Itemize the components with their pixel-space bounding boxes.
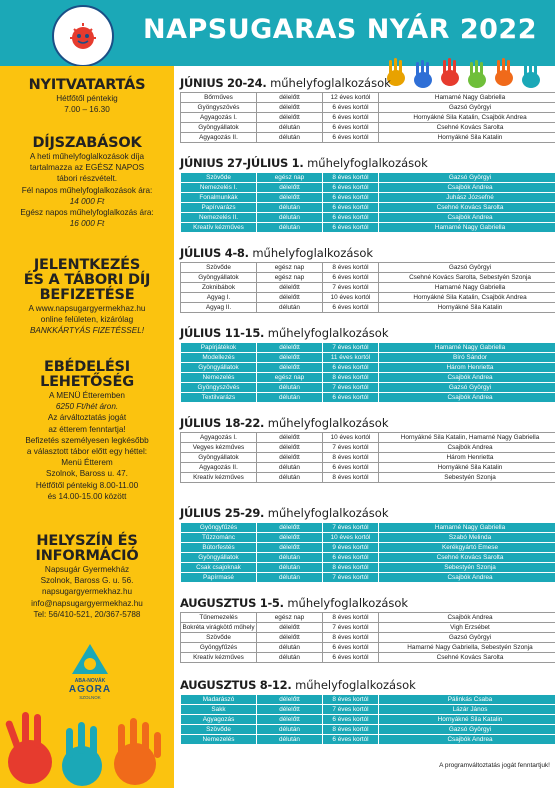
table-row [181, 715, 555, 725]
table-row [181, 123, 555, 133]
time-slot: délelőtt [257, 93, 323, 103]
table-row [181, 533, 555, 543]
instructor: Csajbók Andrea [379, 735, 555, 745]
location-line: Szolnok, Baross G. u. 56. [40, 576, 134, 586]
table-row [181, 463, 555, 473]
workshop-name: Nemezelés II. [181, 213, 257, 223]
lunch-heading: LEHETŐSÉG [40, 374, 134, 390]
instructor: Gazsó Györgyi [379, 725, 555, 735]
instructor: Hamarné Nagy Gabriella [379, 223, 555, 233]
week-title [180, 416, 389, 430]
week-date: JÚLIUS 11-15. [180, 326, 265, 340]
lunch-line: Hétfőtől péntekig 8.00-11.00 [35, 480, 139, 490]
workshop-name: Gyöngyszövés [181, 383, 257, 393]
table-row [181, 193, 555, 203]
age-limit: 12 éves kortól [323, 93, 379, 103]
instructor: Szabó Melinda [379, 533, 555, 543]
time-slot: délután [257, 123, 323, 133]
instructor: Lázár János [379, 705, 555, 715]
week-date: AUGUSZTUS 1-5. [180, 596, 284, 610]
week-label: műhelyfoglalkozások [287, 596, 409, 610]
aba-novak-agora-logo [62, 642, 118, 702]
age-limit: 6 éves kortól [323, 303, 379, 313]
instructor: Csajbók Andrea [379, 443, 555, 453]
age-limit: 7 éves kortól [323, 705, 379, 715]
workshop-name: Nemezelés [181, 373, 257, 383]
table-row [181, 523, 555, 533]
week-title [180, 678, 416, 692]
week-title [180, 246, 373, 260]
table-row [181, 353, 555, 363]
lunch-section [4, 360, 170, 502]
table-row [181, 183, 555, 193]
time-slot: délelőtt [257, 523, 323, 533]
workshop-name: Gyöngyszövés [181, 103, 257, 113]
age-limit: 10 éves kortól [323, 433, 379, 443]
workshop-name: Agyagozás [181, 715, 257, 725]
time-slot: délelőtt [257, 695, 323, 705]
table-row [181, 623, 555, 633]
workshop-name: Sakk [181, 705, 257, 715]
age-limit: 8 éves kortól [323, 373, 379, 383]
age-limit: 6 éves kortól [323, 223, 379, 233]
workshop-name: Textilvarázs [181, 393, 257, 403]
week-label: műhelyfoglalkozások [267, 326, 389, 340]
registration-line: online felületen, kizárólag [40, 315, 134, 325]
location-heading: INFORMÁCIÓ [35, 548, 139, 564]
instructor: Hamarné Nagy Gabriella [379, 283, 555, 293]
instructor: Csajbók Andrea [379, 613, 555, 623]
fees-heading: DÍJSZABÁSOK [32, 135, 142, 151]
instructor: Hornyákné Sila Katalin [379, 715, 555, 725]
time-slot: délután [257, 463, 323, 473]
age-limit: 8 éves kortól [323, 633, 379, 643]
age-limit: 9 éves kortól [323, 543, 379, 553]
age-limit: 6 éves kortól [323, 183, 379, 193]
registration-section [4, 258, 170, 337]
location-section [4, 534, 170, 620]
workshop-name: Szövőde [181, 263, 257, 273]
instructor: Juhász Józsefné [379, 193, 555, 203]
instructor: Csajbók Andrea [379, 373, 555, 383]
time-slot: délután [257, 725, 323, 735]
table-row [181, 735, 555, 745]
week-label: műhelyfoglalkozások [252, 246, 374, 260]
age-limit: 8 éves kortól [323, 173, 379, 183]
time-slot: délelőtt [257, 193, 323, 203]
website-link[interactable]: napsugargyermekhaz.hu [41, 587, 133, 597]
table-row [181, 223, 555, 233]
workshop-name: Modellezés [181, 353, 257, 363]
workshop-name: Agyagozás II. [181, 463, 257, 473]
age-limit: 7 éves kortól [323, 383, 379, 393]
table-row [181, 695, 555, 705]
page-title: NAPSUGARAS NYÁR 2022 [142, 14, 538, 45]
table-row [181, 303, 555, 313]
week-label: műhelyfoglalkozások [295, 678, 416, 692]
week-date: JÚNIUS 20-24. [180, 76, 267, 90]
week-schedule-table [180, 342, 555, 403]
age-limit: 6 éves kortól [323, 273, 379, 283]
age-limit: 7 éves kortól [323, 523, 379, 533]
week-label: műhelyfoglalkozások [267, 506, 389, 520]
fees-section [4, 136, 170, 229]
time-slot: délelőtt [257, 343, 323, 353]
table-row [181, 725, 555, 735]
table-row [181, 203, 555, 213]
instructor: Hamarné Nagy Gabriella [379, 343, 555, 353]
instructor: Gazsó Györgyi [379, 633, 555, 643]
workshop-name: Papírvarázs [181, 203, 257, 213]
lunch-line: Szolnok, Baross u. 47. [46, 469, 128, 479]
age-limit: 6 éves kortól [323, 203, 379, 213]
week-date: JÚLIUS 18-22. [180, 416, 265, 430]
table-row [181, 633, 555, 643]
table-row [181, 453, 555, 463]
schedule-area [174, 66, 555, 788]
age-limit: 6 éves kortól [323, 553, 379, 563]
instructor: Hornyákné Sila Katalin [379, 133, 555, 143]
instructor: Csehné Kovács Sarolta, Sebestyén Szonja [379, 273, 555, 283]
fees-line: Egész napos műhelyfoglalkozás ára: [20, 208, 154, 218]
instructor: Csajbók Andrea [379, 573, 555, 583]
opening-hours-heading: NYITVATARTÁS [28, 77, 146, 93]
time-slot: délelőtt [257, 283, 323, 293]
workshop-name: Agyag II. [181, 303, 257, 313]
workshop-name: Bútorfestés [181, 543, 257, 553]
workshop-name: Tűzzománc [181, 533, 257, 543]
workshop-name: Fonalmunkák [181, 193, 257, 203]
table-row [181, 103, 555, 113]
age-limit: 7 éves kortól [323, 573, 379, 583]
time-slot: délelőtt [257, 113, 323, 123]
week-schedule-table [180, 522, 555, 583]
table-row [181, 473, 555, 483]
instructor: Gazsó Györgyi [379, 103, 555, 113]
time-slot: délelőtt [257, 543, 323, 553]
age-limit: 8 éves kortól [323, 563, 379, 573]
workshop-name: Gyöngyállatok [181, 363, 257, 373]
age-limit: 6 éves kortól [323, 193, 379, 203]
instructor: Csehné Kovács Sarolta [379, 203, 555, 213]
time-slot: délelőtt [257, 715, 323, 725]
workshop-name: Gyöngyállatok [181, 553, 257, 563]
workshop-name: Kreatív kézműves [181, 653, 257, 663]
instructor: Hornyákné Sila Katalin [379, 463, 555, 473]
age-limit: 7 éves kortól [323, 443, 379, 453]
age-limit: 8 éves kortól [323, 473, 379, 483]
age-limit: 8 éves kortól [323, 613, 379, 623]
time-slot: délelőtt [257, 353, 323, 363]
age-limit: 8 éves kortól [323, 453, 379, 463]
week-date: JÚLIUS 4-8. [180, 246, 249, 260]
week-title [180, 596, 408, 610]
workshop-name: Gyöngyállatok [181, 273, 257, 283]
instructor: Hamarné Nagy Gabriella [379, 523, 555, 533]
registration-heading: BEFIZETÉSE [39, 287, 135, 303]
instructor: Csehné Kovács Sarolta [379, 553, 555, 563]
age-limit: 6 éves kortól [323, 133, 379, 143]
instructor: Bíró Sándor [379, 353, 555, 363]
table-row [181, 293, 555, 303]
week-label: műhelyfoglalkozások [270, 76, 391, 90]
half-day-price: 14 000 Ft [69, 196, 105, 206]
time-slot: délután [257, 203, 323, 213]
table-row [181, 213, 555, 223]
workshop-name: Zoknibábok [181, 283, 257, 293]
workshop-name: Gyöngyfűzés [181, 643, 257, 653]
age-limit: 11 éves kortól [323, 353, 379, 363]
age-limit: 6 éves kortól [323, 653, 379, 663]
lunch-line: és 14.00-15.00 között [47, 491, 127, 501]
lunch-line: A MENÜ Étteremben [49, 391, 125, 400]
table-row [181, 705, 555, 715]
workshop-name: Agyagozás II. [181, 133, 257, 143]
instructor: Gazsó Györgyi [379, 383, 555, 393]
time-slot: délután [257, 223, 323, 233]
week-schedule-table [180, 612, 555, 663]
age-limit: 6 éves kortól [323, 123, 379, 133]
time-slot: délelőtt [257, 705, 323, 715]
registration-line: A www.napsugargyermekhaz.hu [28, 304, 146, 313]
time-slot: délelőtt [257, 103, 323, 113]
table-row [181, 573, 555, 583]
time-slot: délelőtt [257, 443, 323, 453]
table-row [181, 443, 555, 453]
table-row [181, 363, 555, 373]
time-slot: délelőtt [257, 533, 323, 543]
instructor: Sebestyén Szonja [379, 473, 555, 483]
instructor: Gazsó Györgyi [379, 263, 555, 273]
table-row [181, 543, 555, 553]
week-date: JÚLIUS 25-29. [180, 506, 265, 520]
lunch-line: az étterem fenntartja! [48, 424, 126, 434]
time-slot: délután [257, 473, 323, 483]
workshop-name: Agyagozás I. [181, 113, 257, 123]
table-row [181, 653, 555, 663]
time-slot: délután [257, 573, 323, 583]
workshop-name: Tűnemezelés [181, 613, 257, 623]
age-limit: 8 éves kortól [323, 725, 379, 735]
week-date: JÚNIUS 27-JÚLIUS 1. [180, 156, 304, 170]
full-day-price: 16 000 Ft [69, 219, 105, 229]
table-row [181, 563, 555, 573]
lunch-line: a választott tábor előtt egy héttel: [26, 447, 148, 457]
age-limit: 6 éves kortól [323, 363, 379, 373]
workshop-name: Szövőde [181, 173, 257, 183]
week-title [180, 156, 428, 170]
fees-line: A heti műhelyfoglalkozások díja [29, 152, 145, 161]
registration-payment-note: BANKKÁRTYÁS FIZETÉSSEL! [29, 326, 145, 336]
email-link[interactable]: info@napsugargyermekhaz.hu [31, 598, 143, 608]
time-slot: délelőtt [257, 363, 323, 373]
time-slot: egész nap [257, 613, 323, 623]
time-slot: délután [257, 643, 323, 653]
time-slot: délután [257, 563, 323, 573]
workshop-name: Gyöngyfűzés [181, 523, 257, 533]
age-limit: 6 éves kortól [323, 735, 379, 745]
instructor: Három Henrietta [379, 363, 555, 373]
time-slot: délelőtt [257, 623, 323, 633]
time-slot: délután [257, 393, 323, 403]
age-limit: 6 éves kortól [323, 103, 379, 113]
fees-line: tábori részvételt. [56, 174, 118, 184]
week-title [180, 326, 389, 340]
age-limit: 7 éves kortól [323, 623, 379, 633]
painted-hands-bottom [0, 700, 174, 788]
fees-line: Fél napos műhelyfoglalkozások ára: [21, 185, 153, 195]
workshop-name: Papírjátékok [181, 343, 257, 353]
table-row [181, 433, 555, 443]
age-limit: 6 éves kortól [323, 393, 379, 403]
instructor: Sebestyén Szonja [379, 563, 555, 573]
age-limit: 8 éves kortól [323, 695, 379, 705]
age-limit: 7 éves kortól [323, 283, 379, 293]
workshop-name: Szövőde [181, 633, 257, 643]
workshop-name: Agyagozás I. [181, 433, 257, 443]
instructor: Kerékgyártó Emese [379, 543, 555, 553]
table-row [181, 643, 555, 653]
workshop-name: Szövőde [181, 725, 257, 735]
registration-heading: JELENTKEZÉS [33, 257, 141, 273]
time-slot: délelőtt [257, 183, 323, 193]
workshop-name: Gyöngyállatok [181, 453, 257, 463]
age-limit: 6 éves kortól [323, 113, 379, 123]
table-row [181, 173, 555, 183]
table-row [181, 383, 555, 393]
age-limit: 7 éves kortól [323, 343, 379, 353]
instructor: Hornyákné Sila Katalin, Csajbók Andrea [379, 113, 555, 123]
table-row [181, 343, 555, 353]
instructor: Hamarné Nagy Gabriella [379, 93, 555, 103]
instructor: Hamarné Nagy Gabriella, Sebestyén Szonja [379, 643, 555, 653]
age-limit: 10 éves kortól [323, 293, 379, 303]
fees-line: tartalmazza az EGÉSZ NAPOS [29, 163, 145, 173]
time-slot: délelőtt [257, 633, 323, 643]
table-row [181, 373, 555, 383]
table-row [181, 273, 555, 283]
location-heading: HELYSZÍN ÉS [36, 533, 138, 549]
time-slot: délután [257, 735, 323, 745]
table-row [181, 133, 555, 143]
workshop-name: Vegyes kézműves [181, 443, 257, 453]
week-label: műhelyfoglalkozások [307, 156, 428, 170]
week-schedule-table [180, 694, 555, 745]
lunch-line: Az árváltoztatás jogát [47, 413, 127, 423]
time-slot: délután [257, 383, 323, 393]
workshop-name: Madarászó [181, 695, 257, 705]
workshop-name: Agyag I. [181, 293, 257, 303]
week-date: AUGUSZTUS 8-12. [180, 678, 292, 692]
instructor: Három Henrietta [379, 453, 555, 463]
workshop-name: Kreatív kézműves [181, 223, 257, 233]
location-line: Napsugár Gyermekház [44, 565, 130, 574]
workshop-name: Kreatív kézműves [181, 473, 257, 483]
instructor: Csehné Kovács Sarolta [379, 123, 555, 133]
time-slot: délután [257, 303, 323, 313]
workshop-name: Nemezelés I. [181, 183, 257, 193]
workshop-name: Nemezelés [181, 735, 257, 745]
opening-hours-line: Hétfőtől péntekig [56, 94, 118, 103]
age-limit: 6 éves kortól [323, 213, 379, 223]
opening-hours-line: 7.00 – 16.30 [64, 105, 110, 115]
workshop-name: Csak csajoknak [181, 563, 257, 573]
instructor: Csajbók Andrea [379, 183, 555, 193]
instructor: Hornyákné Sila Katalin, Csajbók Andrea [379, 293, 555, 303]
table-row [181, 393, 555, 403]
age-limit: 8 éves kortól [323, 263, 379, 273]
table-row [181, 263, 555, 273]
time-slot: egész nap [257, 173, 323, 183]
instructor: Csajbók Andrea [379, 213, 555, 223]
instructor: Gazsó Györgyi [379, 173, 555, 183]
napsugar-logo [52, 5, 114, 67]
time-slot: egész nap [257, 373, 323, 383]
table-row [181, 283, 555, 293]
time-slot: egész nap [257, 273, 323, 283]
table-row [181, 93, 555, 103]
instructor: Csehné Kovács Sarolta [379, 653, 555, 663]
instructor: Pálinkás Csaba [379, 695, 555, 705]
instructor: Hornyákné Sila Katalin [379, 303, 555, 313]
registration-heading: ÉS A TÁBORI DÍJ [23, 272, 151, 288]
workshop-name: Papírmasé [181, 573, 257, 583]
instructor: Vigh Erzsébet [379, 623, 555, 633]
age-limit: 6 éves kortól [323, 643, 379, 653]
table-row [181, 553, 555, 563]
time-slot: délelőtt [257, 453, 323, 463]
time-slot: délután [257, 653, 323, 663]
time-slot: délelőtt [257, 293, 323, 303]
table-row [181, 113, 555, 123]
instructor: Hornyákné Sila Katalin, Hamarné Nagy Gabriella [379, 433, 555, 443]
week-schedule-table [180, 92, 555, 143]
footer-note: A programváltoztatás jogát fenntartjuk! [439, 762, 550, 769]
agora-line1: ABA-NOVÁK [74, 678, 106, 684]
week-schedule-table [180, 172, 555, 233]
time-slot: délelőtt [257, 433, 323, 443]
time-slot: délután [257, 213, 323, 223]
agora-line3: SZOLNOK [79, 695, 101, 700]
time-slot: délután [257, 133, 323, 143]
lunch-line: Menü Étterem [61, 458, 113, 468]
lunch-price: 6250 Ft/hét áron. [55, 402, 119, 412]
lunch-line: Befizetés személyesen legkésőbb [25, 435, 149, 445]
week-title [180, 506, 389, 520]
time-slot: egész nap [257, 263, 323, 273]
workshop-name: Bőrműves [181, 93, 257, 103]
table-row [181, 613, 555, 623]
week-title [180, 76, 391, 90]
workshop-name: Gyöngyállatok [181, 123, 257, 133]
time-slot: délután [257, 553, 323, 563]
instructor: Csajbók Andrea [379, 393, 555, 403]
week-schedule-table [180, 262, 555, 313]
age-limit: 10 éves kortól [323, 533, 379, 543]
opening-hours-section [4, 78, 170, 115]
week-label: műhelyfoglalkozások [267, 416, 389, 430]
week-schedule-table [180, 432, 555, 483]
agora-line2: AGORA [68, 684, 112, 695]
phone-line: Tel: 56/410-521, 20/367-5788 [33, 609, 141, 619]
workshop-name: Bokréta virágkötő műhely [182, 623, 255, 631]
age-limit: 6 éves kortól [323, 463, 379, 473]
lunch-heading: EBÉDELÉSI [44, 359, 130, 375]
age-limit: 6 éves kortól [323, 715, 379, 725]
